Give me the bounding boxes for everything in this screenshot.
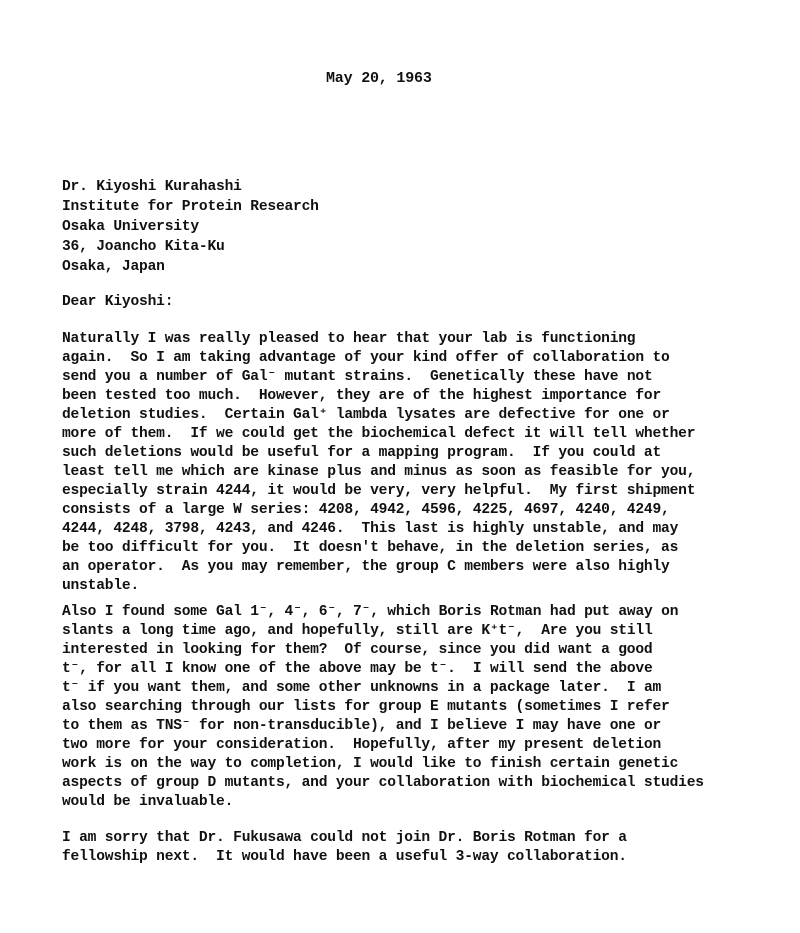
body-line: more of them. If we could get the biochemical defect it will tell whether: [62, 426, 696, 442]
body-line: t⁻ if you want them, and some other unknowns in a package later. I am: [62, 680, 662, 696]
body-line: also searching through our lists for group E mutants (sometimes I refer: [62, 699, 670, 715]
body-line: again. So I am taking advantage of your kind offer of collaboration to: [62, 350, 670, 366]
salutation: Dear Kiyoshi:: [62, 294, 174, 310]
body-line: consists of a large W series: 4208, 4942, 4596, 4225, 4697, 4240, 4249,: [62, 502, 670, 518]
body-line: deletion studies. Certain Gal⁺ lambda lysates are defective for one or: [62, 407, 670, 423]
body-line: such deletions would be useful for a mapping program. If you could at: [62, 445, 662, 461]
address-line: Osaka University: [62, 219, 199, 235]
address-line: 36, Joancho Kita-Ku: [62, 239, 225, 255]
body-line: would be invaluable.: [62, 794, 234, 810]
address-line: Osaka, Japan: [62, 259, 165, 275]
letter-date: May 20, 1963: [326, 70, 432, 87]
body-line: Also I found some Gal 1⁻, 4⁻, 6⁻, 7⁻, which Boris Rotman had put away on: [62, 604, 679, 620]
body-line: I am sorry that Dr. Fukusawa could not join Dr. Boris Rotman for a: [62, 830, 627, 846]
body-line: an operator. As you may remember, the group C members were also highly: [62, 559, 670, 575]
body-line: interested in looking for them? Of course, since you did want a good: [62, 642, 653, 658]
body-line: least tell me which are kinase plus and minus as soon as feasible for you,: [62, 464, 696, 480]
body-line: aspects of group D mutants, and your collaboration with biochemical studies: [62, 775, 704, 791]
body-line: two more for your consideration. Hopefully, after my present deletion: [62, 737, 662, 753]
body-line: slants a long time ago, and hopefully, still are K⁺t⁻, Are you still: [62, 623, 653, 639]
body-line: unstable.: [62, 578, 140, 594]
body-line: work is on the way to completion, I would like to finish certain genetic: [62, 756, 679, 772]
body-line: especially strain 4244, it would be very, very helpful. My first shipment: [62, 483, 696, 499]
address-line: Dr. Kiyoshi Kurahashi: [62, 179, 242, 195]
body-line: send you a number of Gal⁻ mutant strains. Genetically these have not: [62, 369, 653, 385]
body-line: been tested too much. However, they are of the highest importance for: [62, 388, 662, 404]
body-line: fellowship next. It would have been a useful 3-way collaboration.: [62, 849, 627, 865]
address-line: Institute for Protein Research: [62, 199, 319, 215]
body-line: 4244, 4248, 3798, 4243, and 4246. This last is highly unstable, and may: [62, 521, 679, 537]
body-line: Naturally I was really pleased to hear that your lab is functioning: [62, 331, 636, 347]
body-line: t⁻, for all I know one of the above may be t⁻. I will send the above: [62, 661, 653, 677]
body-line: to them as TNS⁻ for non-transducible), and I believe I may have one or: [62, 718, 662, 734]
body-line: be too difficult for you. It doesn't behave, in the deletion series, as: [62, 540, 679, 556]
